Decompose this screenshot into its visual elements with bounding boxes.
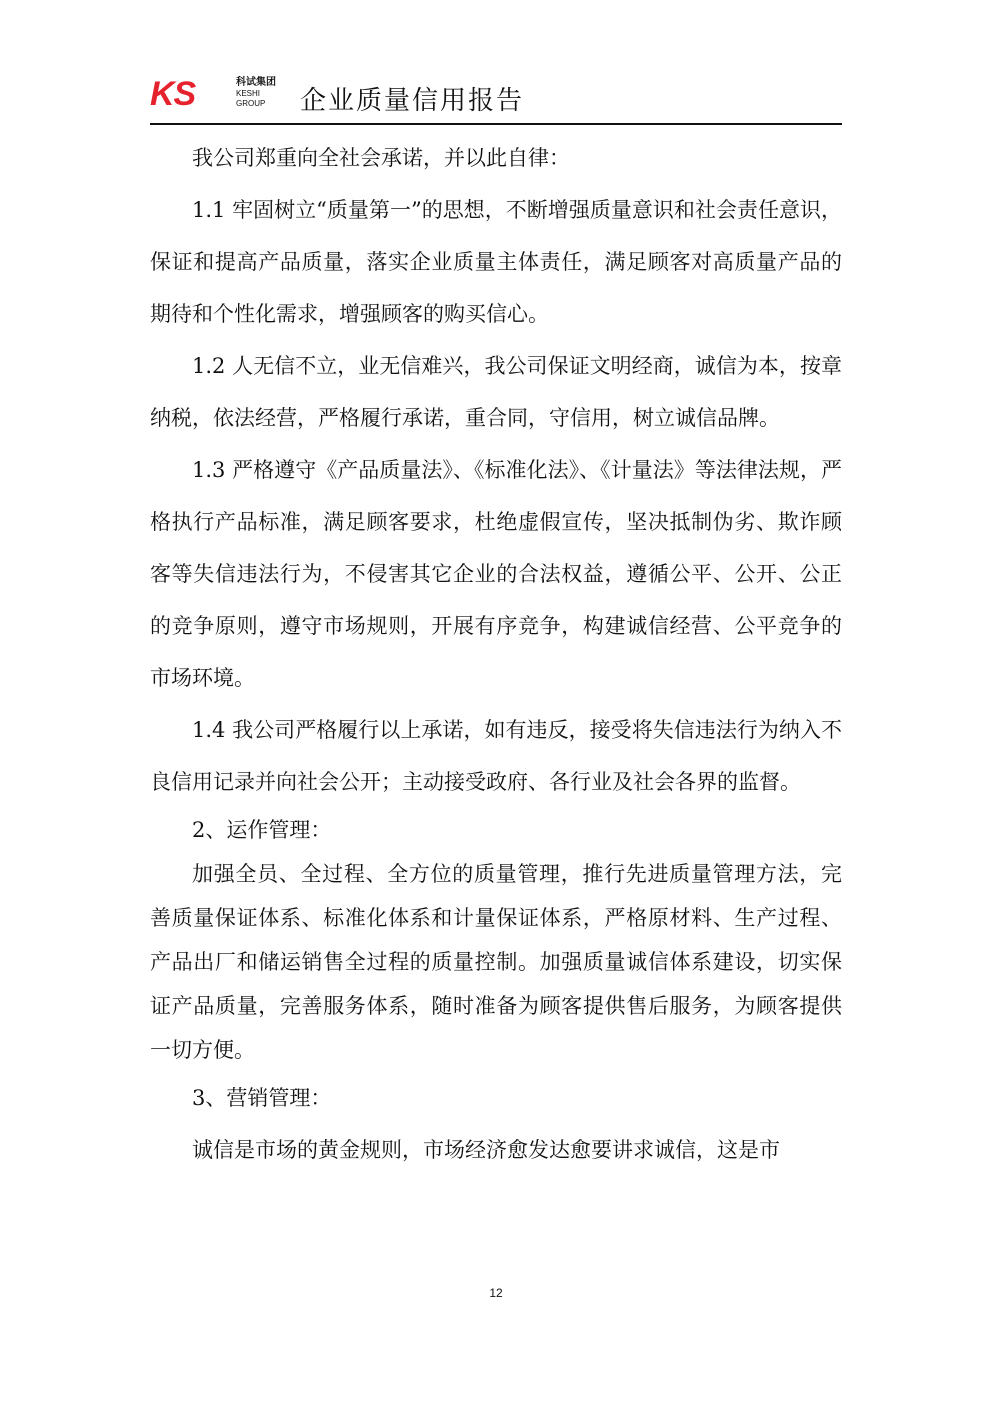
company-logo xyxy=(150,76,290,112)
intro-paragraph: 我公司郑重向全社会承诺，并以此自律： xyxy=(192,146,570,170)
logo-text xyxy=(236,78,276,109)
section-heading-operations: 2、运作管理： xyxy=(192,818,332,842)
page-number: 12 xyxy=(489,1286,503,1300)
paragraph-marketing: 诚信是市场的黄金规则，市场经济愈发达愈要讲求诚信，这是市 xyxy=(192,1138,780,1162)
report-title: 企业质量信用报告 xyxy=(300,86,525,116)
section-heading-marketing: 3、营销管理： xyxy=(192,1086,332,1110)
paragraph-1-4: 1.4 我公司严格履行以上承诺，如有违反，接受将失信违法行为纳入不良信用记录并向社会公开；主动接受政府、各行业及社会各界的监督。 xyxy=(150,718,842,794)
header-divider xyxy=(150,123,842,125)
logo-mark: KS xyxy=(150,75,196,113)
document-body xyxy=(150,132,842,1176)
paragraph-operations: 加强全员、全过程、全方位的质量管理，推行先进质量管理方法，完善质量保证体系、标准化体系和计量保证体系，严格原材料、生产过程、产品出厂和储运销售全过程的质量控制。加强质量诚信体系建设，切实保证产品质量，完善服务体系，随时准备为顾客提供售后服务，为顾客提供一切方便。 xyxy=(150,862,842,1062)
paragraph-1-3: 1.3 严格遵守《产品质量法》、《标准化法》、《计量法》等法律法规，严格执行产品标准，满足顾客要求，杜绝虚假宣传，坚决抵制伪劣、欺诈顾客等失信违法行为，不侵害其它企业的合法权益，遵循公平、公开、公正的竞争原则，遵守市场规则，开展有序竞争，构建诚信经营、公平竞争的市场环境。 xyxy=(150,458,842,690)
paragraph-1-2: 1.2 人无信不立，业无信难兴，我公司保证文明经商，诚信为本，按章纳税，依法经营，严格履行承诺，重合同，守信用，树立诚信品牌。 xyxy=(150,354,842,430)
logo-en-line2: GROUP xyxy=(236,99,266,108)
paragraph-1-1: 1.1 牢固树立“质量第一”的思想，不断增强质量意识和社会责任意识，保证和提高产品质量，落实企业质量主体责任，满足顾客对高质量产品的期待和个性化需求，增强顾客的购买信心。 xyxy=(150,198,842,326)
page-header xyxy=(150,72,842,126)
logo-cn-name: 科试集团 xyxy=(236,77,276,88)
logo-en-line1: KESHI xyxy=(236,89,261,98)
